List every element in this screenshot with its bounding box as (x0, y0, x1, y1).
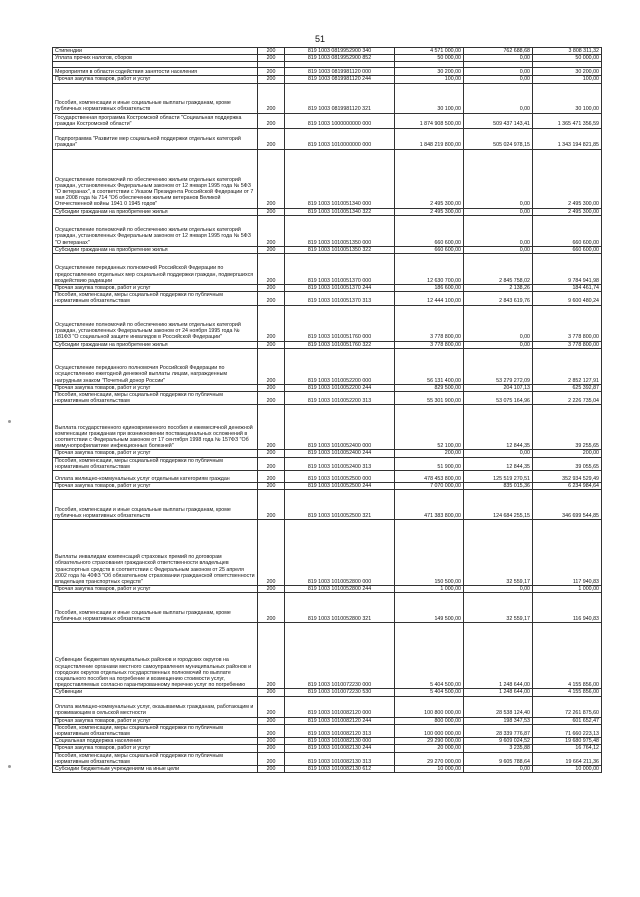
row-name: Уплата прочих налогов, сборов (53, 55, 258, 62)
table-row (53, 384, 602, 391)
row-name: Прочая закупка товаров, работ и услуг (53, 285, 258, 292)
row-approved-amount: 30 200,00 (395, 68, 464, 76)
row-name: Пособия, компенсации и иные социальные выплаты гражданам, кроме публичных нормативных обязательств (53, 490, 258, 520)
table-row (53, 593, 602, 623)
table-row (53, 285, 602, 292)
row-unexecuted-amount: 30 100,00 (533, 83, 602, 113)
row-unexecuted-amount: 30 200,00 (533, 68, 602, 76)
row-approved-amount: 1 000,00 (395, 586, 464, 593)
table-row (53, 745, 602, 752)
row-executed-amount: 198 347,53 (464, 717, 533, 724)
row-classification: 819 1003 1010052500 321 (285, 490, 395, 520)
row-classification: 819 1003 1010052200 313 (285, 392, 395, 405)
row-unexecuted-amount: 116 940,83 (533, 593, 602, 623)
row-code: 200 (258, 215, 285, 246)
row-code: 200 (258, 68, 285, 76)
row-approved-amount: 5 404 500,00 (395, 623, 464, 689)
row-name: Прочая закупка товаров, работ и услуг (53, 76, 258, 83)
table-row (53, 689, 602, 696)
row-classification: 819 1003 0819981120 000 (285, 68, 395, 76)
row-unexecuted-amount: 1 000,00 (533, 586, 602, 593)
row-name: Прочая закупка товаров, работ и услуг (53, 483, 258, 490)
row-executed-amount: 0,00 (464, 586, 533, 593)
row-approved-amount: 2 495 300,00 (395, 149, 464, 208)
row-code: 200 (258, 246, 285, 253)
row-classification: 819 1003 0819952900 852 (285, 55, 395, 62)
row-classification: 819 1003 0819981120 321 (285, 83, 395, 113)
row-unexecuted-amount: 9 784 941,98 (533, 254, 602, 285)
budget-table-body (53, 48, 602, 773)
row-code: 200 (258, 623, 285, 689)
table-row (53, 348, 602, 384)
row-classification: 819 1003 0819952900 340 (285, 48, 395, 55)
row-approved-amount: 12 444 100,00 (395, 292, 464, 305)
row-name: Пособия, компенсации и иные социальные выплаты гражданам, кроме публичных нормативных обязательств (53, 83, 258, 113)
scan-dot (8, 765, 11, 768)
row-executed-amount: 0,00 (464, 341, 533, 348)
table-row (53, 457, 602, 470)
row-approved-amount: 150 500,00 (395, 520, 464, 586)
row-name: Осуществление полномочий по обеспечению жильем отдельных категорий граждан, установленных Федеральным законом от 12 января 1995 года № 5ФЗ "О ветеранах", в соответствии с Указом Президента Российской Федерации от 7 мая 2008 года № 714 "Об обеспечении жильем ветеранов Великой Отечественной войны 1941 0 1945 годов" (53, 149, 258, 208)
row-code: 200 (258, 149, 285, 208)
table-row (53, 405, 602, 450)
row-name: Оплата жилищно-коммунальных услуг отдельным категориям граждан (53, 471, 258, 483)
row-name: Выплата государственного единовременного пособия и ежемесячной денежной компенсации гражданам при возникновении поствакцинальных осложнений в соответствии с Федеральным законом от 17 сентября 1998 года № 157ФЗ "Об иммунопрофилактике инфекционных болезней" (53, 405, 258, 450)
row-name: Осуществление полномочий по обеспечению жильем отдельных категорий граждан, установленных Федеральным законом от 24 ноября 1995 года № 181ФЗ "О социальной защите инвалидов в Российской Федерации" (53, 305, 258, 341)
row-approved-amount: 30 100,00 (395, 83, 464, 113)
row-approved-amount: 478 453 800,00 (395, 471, 464, 483)
table-row (53, 738, 602, 745)
table-row (53, 483, 602, 490)
row-executed-amount: 0,00 (464, 55, 533, 62)
row-name: Осуществление полномочий по обеспечению жильем отдельных категорий граждан, установленных Федеральным законом от 12 января 1995 года № 5ФЗ "О ветеранах" (53, 215, 258, 246)
row-classification: 819 1003 1010051340 000 (285, 149, 395, 208)
row-approved-amount: 1 848 219 800,00 (395, 128, 464, 149)
row-approved-amount: 56 131 400,00 (395, 348, 464, 384)
row-unexecuted-amount: 3 778 800,00 (533, 305, 602, 341)
row-name: Государственная программа Костромской области "Социальная поддержка граждан Костромской области" (53, 113, 258, 128)
row-classification: 819 1003 1010052200 000 (285, 348, 395, 384)
row-code: 200 (258, 128, 285, 149)
row-executed-amount: 28 339 776,87 (464, 724, 533, 737)
row-approved-amount: 100 000 000,00 (395, 724, 464, 737)
row-unexecuted-amount: 16 764,12 (533, 745, 602, 752)
table-row (53, 717, 602, 724)
row-executed-amount: 12 844,35 (464, 457, 533, 470)
row-name: Субсидии гражданам на приобретение жилья (53, 208, 258, 215)
row-classification: 819 1003 1010052400 313 (285, 457, 395, 470)
row-unexecuted-amount: 4 155 856,00 (533, 689, 602, 696)
row-classification: 819 1003 1010082130 244 (285, 745, 395, 752)
row-executed-amount: 125 519 270,51 (464, 471, 533, 483)
row-executed-amount: 3 235,88 (464, 745, 533, 752)
row-classification: 819 1003 1010051760 000 (285, 305, 395, 341)
row-code: 200 (258, 450, 285, 457)
row-name: Субсидии гражданам на приобретение жилья (53, 246, 258, 253)
row-name: Пособия, компенсации и иные социальные выплаты гражданам, кроме публичных нормативных обязательств (53, 593, 258, 623)
row-name: Подпрограмма "Развитие мер социальной поддержки отдельных категорий граждан" (53, 128, 258, 149)
row-unexecuted-amount: 660 600,00 (533, 246, 602, 253)
row-unexecuted-amount: 72 261 875,60 (533, 696, 602, 717)
row-approved-amount: 29 270 000,00 (395, 752, 464, 765)
row-unexecuted-amount: 2 495 300,00 (533, 208, 602, 215)
row-executed-amount: 835 015,36 (464, 483, 533, 490)
row-approved-amount: 55 301 900,00 (395, 392, 464, 405)
table-row (53, 586, 602, 593)
row-code: 200 (258, 341, 285, 348)
row-code: 200 (258, 593, 285, 623)
row-code: 200 (258, 752, 285, 765)
table-row (53, 48, 602, 55)
row-name: Прочая закупка товаров, работ и услуг (53, 586, 258, 593)
row-code: 200 (258, 405, 285, 450)
row-code: 200 (258, 392, 285, 405)
row-code: 200 (258, 689, 285, 696)
table-row (53, 450, 602, 457)
row-unexecuted-amount: 19 664 211,36 (533, 752, 602, 765)
row-unexecuted-amount: 71 660 223,13 (533, 724, 602, 737)
row-code: 200 (258, 724, 285, 737)
row-approved-amount: 100,00 (395, 76, 464, 83)
row-approved-amount: 471 383 800,00 (395, 490, 464, 520)
row-name: Прочая закупка товаров, работ и услуг (53, 745, 258, 752)
row-approved-amount: 12 630 700,00 (395, 254, 464, 285)
row-executed-amount: 32 559,17 (464, 520, 533, 586)
row-classification: 819 1003 1010052800 321 (285, 593, 395, 623)
row-name: Социальная поддержка населения (53, 738, 258, 745)
row-approved-amount: 52 100,00 (395, 405, 464, 450)
row-code: 200 (258, 745, 285, 752)
row-unexecuted-amount: 1 343 194 821,85 (533, 128, 602, 149)
row-executed-amount: 2 138,26 (464, 285, 533, 292)
row-unexecuted-amount: 346 699 544,85 (533, 490, 602, 520)
row-code: 200 (258, 586, 285, 593)
row-approved-amount: 1 874 908 500,00 (395, 113, 464, 128)
table-row (53, 305, 602, 341)
row-name: Выплаты инвалидам компенсаций страховых премий по договорам обязательного страхования гражданской ответственности владельцев транспортных средств в соответствии с Федеральным законом от 25 апреля 2002 года № 40ФЗ "Об обязательном страховании гражданской ответственности владельцев транспортных средств" (53, 520, 258, 586)
row-executed-amount: 53 075 164,96 (464, 392, 533, 405)
row-classification: 819 1003 1010051370 000 (285, 254, 395, 285)
row-executed-amount: 0,00 (464, 766, 533, 773)
row-name: Пособия, компенсации, меры социальной поддержки по публичным нормативным обязательствам (53, 292, 258, 305)
table-row (53, 520, 602, 586)
table-row (53, 341, 602, 348)
row-code: 200 (258, 766, 285, 773)
row-approved-amount: 29 290 000,00 (395, 738, 464, 745)
row-approved-amount: 3 778 800,00 (395, 341, 464, 348)
row-approved-amount: 829 500,00 (395, 384, 464, 391)
table-row (53, 76, 602, 83)
row-unexecuted-amount: 10 000,00 (533, 766, 602, 773)
row-approved-amount: 7 070 000,00 (395, 483, 464, 490)
row-approved-amount: 200,00 (395, 450, 464, 457)
row-name: Осуществление переданного полномочия Российской Федерации по осуществлению ежегодной денежной выплаты лицам, награжденным нагрудным знаком "Почетный донор России" (53, 348, 258, 384)
row-executed-amount: 12 844,35 (464, 405, 533, 450)
row-name: Прочая закупка товаров, работ и услуг (53, 450, 258, 457)
row-executed-amount: 124 684 255,15 (464, 490, 533, 520)
row-approved-amount: 186 600,00 (395, 285, 464, 292)
row-classification: 819 1003 1010000000 000 (285, 128, 395, 149)
table-row (53, 113, 602, 128)
table-row (53, 766, 602, 773)
row-unexecuted-amount: 625 392,87 (533, 384, 602, 391)
table-row (53, 471, 602, 483)
table-row (53, 208, 602, 215)
row-unexecuted-amount: 50 000,00 (533, 55, 602, 62)
row-executed-amount: 0,00 (464, 246, 533, 253)
table-row (53, 68, 602, 76)
row-unexecuted-amount: 660 600,00 (533, 215, 602, 246)
row-executed-amount: 53 279 272,09 (464, 348, 533, 384)
row-classification: 819 1003 1010051350 000 (285, 215, 395, 246)
row-classification: 819 1003 0819981120 244 (285, 76, 395, 83)
row-classification: 819 1003 1010052500 000 (285, 471, 395, 483)
row-executed-amount: 0,00 (464, 305, 533, 341)
row-classification: 819 1003 1010052800 244 (285, 586, 395, 593)
table-row (53, 623, 602, 689)
row-name: Субвенции бюджетам муниципальных районов и городских округов на осуществление органами местного самоуправления муниципальных районов и городских округов отдельных государственных полномочий по выплате социального пособия на погребение и возмещению стоимости услуг, предоставляемых согласно гарантированному перечню услуг по погребению (53, 623, 258, 689)
row-classification: 819 1003 1010052200 244 (285, 384, 395, 391)
row-classification: 819 1003 1010051340 322 (285, 208, 395, 215)
row-name: Стипендии (53, 48, 258, 55)
row-approved-amount: 5 404 500,00 (395, 689, 464, 696)
row-classification: 819 1003 1010082120 000 (285, 696, 395, 717)
row-name: Прочая закупка товаров, работ и услуг (53, 384, 258, 391)
row-unexecuted-amount: 352 934 529,49 (533, 471, 602, 483)
row-name: Пособия, компенсации, меры социальной поддержки по публичным нормативным обязательствам (53, 724, 258, 737)
row-executed-amount: 1 248 644,00 (464, 689, 533, 696)
row-executed-amount: 32 559,17 (464, 593, 533, 623)
row-executed-amount: 28 538 124,40 (464, 696, 533, 717)
row-approved-amount: 660 600,00 (395, 246, 464, 253)
row-code: 200 (258, 696, 285, 717)
row-classification: 819 1003 1010052400 244 (285, 450, 395, 457)
row-unexecuted-amount: 9 600 480,24 (533, 292, 602, 305)
row-classification: 819 1003 1010051350 322 (285, 246, 395, 253)
row-unexecuted-amount: 2 226 735,04 (533, 392, 602, 405)
row-approved-amount: 800 000,00 (395, 717, 464, 724)
row-executed-amount: 9 609 024,52 (464, 738, 533, 745)
row-code: 200 (258, 717, 285, 724)
table-row (53, 490, 602, 520)
row-name: Оплата жилищно-коммунальных услуг, оказываемых гражданам, работающим и проживающим в сельской местности (53, 696, 258, 717)
row-code: 200 (258, 490, 285, 520)
row-code: 200 (258, 208, 285, 215)
row-executed-amount: 0,00 (464, 208, 533, 215)
table-row (53, 83, 602, 113)
row-executed-amount: 509 437 143,41 (464, 113, 533, 128)
row-unexecuted-amount: 19 680 975,48 (533, 738, 602, 745)
table-row (53, 392, 602, 405)
table-row (53, 215, 602, 246)
row-unexecuted-amount: 6 234 984,64 (533, 483, 602, 490)
row-approved-amount: 100 800 000,00 (395, 696, 464, 717)
row-code: 200 (258, 348, 285, 384)
row-code: 200 (258, 285, 285, 292)
row-executed-amount: 762 688,68 (464, 48, 533, 55)
row-name: Пособия, компенсации, меры социальной поддержки по публичным нормативным обязательствам (53, 392, 258, 405)
row-name: Пособия, компенсации, меры социальной поддержки по публичным нормативным обязательствам (53, 457, 258, 470)
row-code: 200 (258, 254, 285, 285)
row-approved-amount: 20 000,00 (395, 745, 464, 752)
row-unexecuted-amount: 100,00 (533, 76, 602, 83)
row-code: 200 (258, 83, 285, 113)
row-executed-amount: 204 107,13 (464, 384, 533, 391)
row-unexecuted-amount: 2 852 127,91 (533, 348, 602, 384)
table-row (53, 55, 602, 62)
page-number: 51 (314, 34, 325, 44)
row-classification: 819 1003 1010051370 244 (285, 285, 395, 292)
row-executed-amount: 0,00 (464, 76, 533, 83)
scan-dot (8, 420, 11, 423)
row-classification: 819 1003 1010082130 612 (285, 766, 395, 773)
row-unexecuted-amount: 39 255,65 (533, 405, 602, 450)
table-row (53, 292, 602, 305)
row-code: 200 (258, 738, 285, 745)
row-executed-amount: 0,00 (464, 149, 533, 208)
row-executed-amount: 0,00 (464, 83, 533, 113)
row-unexecuted-amount: 3 778 800,00 (533, 341, 602, 348)
row-classification: 819 1003 1010052400 000 (285, 405, 395, 450)
budget-table (52, 47, 602, 773)
row-classification: 819 1003 1010052800 000 (285, 520, 395, 586)
row-code: 200 (258, 113, 285, 128)
row-classification: 819 1003 1010052500 244 (285, 483, 395, 490)
row-code: 200 (258, 55, 285, 62)
row-unexecuted-amount: 200,00 (533, 450, 602, 457)
row-approved-amount: 2 495 300,00 (395, 208, 464, 215)
row-unexecuted-amount: 1 365 471 356,59 (533, 113, 602, 128)
row-classification: 819 1003 1010072230 530 (285, 689, 395, 696)
row-code: 200 (258, 384, 285, 391)
row-unexecuted-amount: 39 055,65 (533, 457, 602, 470)
row-classification: 819 1003 1010082130 313 (285, 752, 395, 765)
row-code: 200 (258, 520, 285, 586)
row-name: Субсидии гражданам на приобретение жилья (53, 341, 258, 348)
row-executed-amount: 9 605 788,64 (464, 752, 533, 765)
table-row (53, 752, 602, 765)
row-unexecuted-amount: 184 461,74 (533, 285, 602, 292)
row-approved-amount: 10 000,00 (395, 766, 464, 773)
row-name: Субсидии бюджетным учреждениям на иные цели (53, 766, 258, 773)
row-code: 200 (258, 457, 285, 470)
row-code: 200 (258, 76, 285, 83)
row-executed-amount: 505 024 978,15 (464, 128, 533, 149)
row-classification: 819 1003 1010082120 244 (285, 717, 395, 724)
row-approved-amount: 4 571 000,00 (395, 48, 464, 55)
row-classification: 819 1003 1010051370 313 (285, 292, 395, 305)
row-approved-amount: 3 778 800,00 (395, 305, 464, 341)
row-executed-amount: 2 843 619,76 (464, 292, 533, 305)
row-name: Осуществление переданных полномочий Российской Федерации по предоставлению отдельных мер социальной поддержки граждан, подвергшихся воздействию радиации (53, 254, 258, 285)
row-code: 200 (258, 471, 285, 483)
table-row (53, 128, 602, 149)
row-name: Мероприятия в области содействия занятости населения (53, 68, 258, 76)
row-unexecuted-amount: 3 808 311,32 (533, 48, 602, 55)
row-classification: 819 1003 1010072230 000 (285, 623, 395, 689)
row-classification: 819 1003 1010051760 322 (285, 341, 395, 348)
row-unexecuted-amount: 117 940,83 (533, 520, 602, 586)
row-code: 200 (258, 305, 285, 341)
row-code: 200 (258, 48, 285, 55)
row-approved-amount: 50 000,00 (395, 55, 464, 62)
table-row (53, 724, 602, 737)
row-approved-amount: 149 500,00 (395, 593, 464, 623)
row-approved-amount: 660 600,00 (395, 215, 464, 246)
table-row (53, 254, 602, 285)
row-executed-amount: 0,00 (464, 450, 533, 457)
row-code: 200 (258, 483, 285, 490)
table-row (53, 696, 602, 717)
table-row (53, 149, 602, 208)
row-name: Субвенции (53, 689, 258, 696)
row-name: Пособия, компенсации, меры социальной поддержки по публичным нормативным обязательствам (53, 752, 258, 765)
row-approved-amount: 51 900,00 (395, 457, 464, 470)
row-classification: 819 1003 1010082130 000 (285, 738, 395, 745)
row-classification: 819 1003 1010082120 313 (285, 724, 395, 737)
row-unexecuted-amount: 4 155 856,00 (533, 623, 602, 689)
row-name: Прочая закупка товаров, работ и услуг (53, 717, 258, 724)
row-executed-amount: 1 248 644,00 (464, 623, 533, 689)
row-executed-amount: 0,00 (464, 68, 533, 76)
row-code: 200 (258, 292, 285, 305)
row-executed-amount: 2 845 758,02 (464, 254, 533, 285)
row-unexecuted-amount: 2 495 300,00 (533, 149, 602, 208)
row-classification: 819 1003 1000000000 000 (285, 113, 395, 128)
row-unexecuted-amount: 601 652,47 (533, 717, 602, 724)
table-row (53, 246, 602, 253)
row-executed-amount: 0,00 (464, 215, 533, 246)
